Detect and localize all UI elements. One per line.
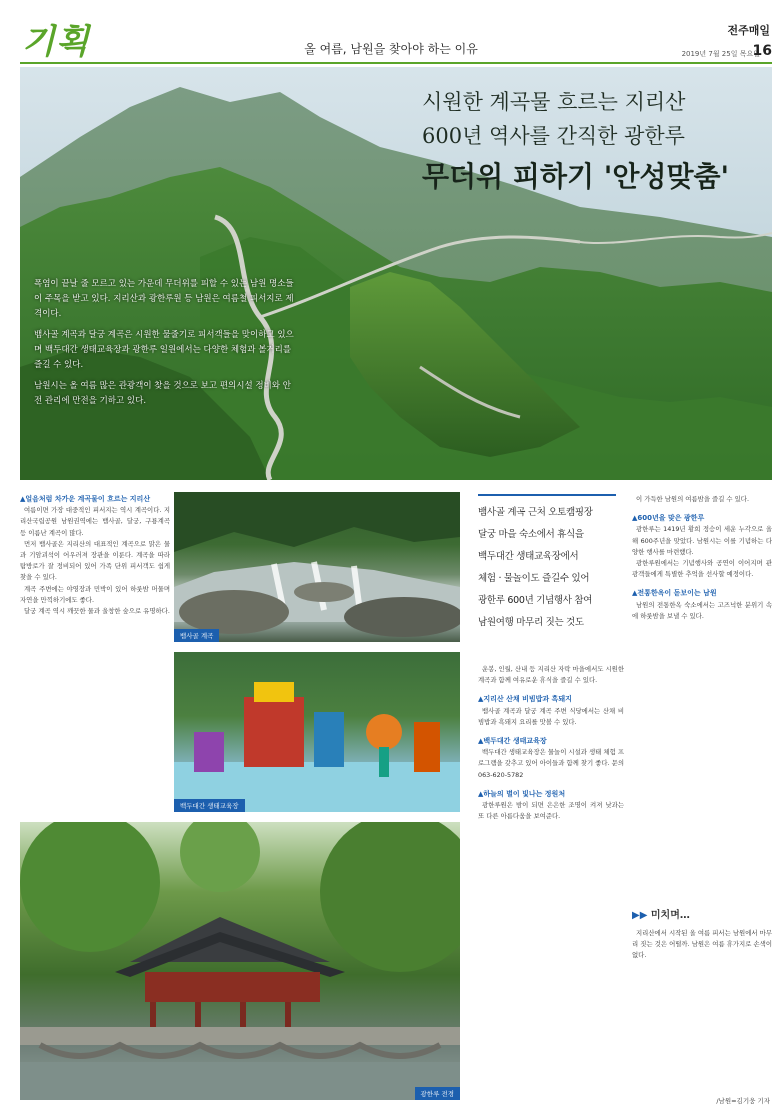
- article-column-4: [632, 494, 772, 902]
- article-paragraph: 백두대간 생태교육장은 물놀이 시설과 생태 체험 프로그램을 갖추고 있어 아이들과 함께 찾기 좋다. 문의 063-620-5782: [478, 748, 624, 779]
- closing-heading: [632, 906, 772, 921]
- article-paragraph: 광한루원은 밤이 되면 은은한 조명이 켜져 낮과는 또 다른 아름다움을 보여준다.: [478, 801, 624, 821]
- summary-line: 달궁 마을 숙소에서 휴식을: [478, 529, 584, 540]
- subheading-garden: ▲하늘의 별이 빛나는 정원처: [478, 789, 566, 798]
- article-paragraph: 여름이면 가장 대중적인 피서지는 역시 계곡이다. 지리산국립공원 남원권역에는 뱀사골, 달궁, 구룡계곡 등 이름난 계곡이 많다.: [20, 506, 170, 537]
- article-paragraph: 달궁 계곡 역시 깨끗한 물과 울창한 숲으로 유명하다.: [24, 607, 170, 616]
- hero-title: [422, 85, 752, 197]
- author-byline: /남원=김기웅 기자: [716, 1097, 770, 1105]
- page-header: [0, 0, 782, 68]
- paper-name: 전주매일: [727, 24, 770, 37]
- photo-caption: 뱀사골 계곡: [174, 629, 219, 642]
- article-paragraph: 운봉, 인월, 산내 등 지리산 자락 마을에서도 시원한 계곡과 함께 여유로운 휴식을 즐길 수 있다.: [478, 665, 624, 685]
- hero-photo: [20, 67, 772, 480]
- hero-caption-p3: 남원시는 올 여름 많은 관광객이 찾을 것으로 보고 편의시설 정비와 안전 관리에 만전을 기하고 있다.: [34, 381, 291, 406]
- paper-date: 2019년 7월 25일 목요일: [681, 50, 760, 58]
- subheading-jirisan: ▲얼음처럼 차가운 계곡물이 흐르는 지리산: [20, 495, 151, 503]
- photo-gwanghallu: [20, 822, 460, 1100]
- summary-box: [478, 494, 616, 659]
- photo-caption: 광한루 전경: [415, 1087, 460, 1100]
- page-headline: 올 여름, 남원을 찾아야 하는 이유: [304, 42, 478, 56]
- photo-eco-center: [174, 652, 460, 812]
- hero-title-line2: 600년 역사를 간직한 광한루: [422, 124, 685, 148]
- summary-line: 체험 · 물놀이도 즐길수 있어: [478, 573, 590, 584]
- article-paragraph: 먼저 뱀사골은 지리산의 대표적인 계곡으로 맑은 물과 기암괴석이 어우러져 장관을 이룬다. 계곡을 따라 탐방로가 잘 정비되어 있어 가족 단위 피서객도 쉽게 찾을 수 있다.: [20, 539, 170, 582]
- article-paragraph: 광한루원에서는 기념행사와 공연이 이어지며 관광객들에게 특별한 추억을 선사할 예정이다.: [632, 559, 772, 579]
- article-paragraph: 계곡 주변에는 야영장과 민박이 있어 하룻밤 머물며 자연을 만끽하기에도 좋다.: [20, 584, 170, 604]
- article-paragraph: 이 가득한 남원의 여름밤을 즐길 수 있다.: [636, 495, 749, 503]
- hero-caption-p2: 뱀사골 계곡과 달궁 계곡은 시원한 물줄기로 피서객들을 맞이하고 있으며 백두대간 생태교육장과 광한루 일원에서는 다양한 체험과 볼거리를 즐길 수 있다.: [34, 330, 294, 370]
- photo-valley: [174, 492, 460, 642]
- hero-caption: [34, 277, 296, 415]
- photo-caption: 백두대간 생태교육장: [174, 799, 245, 812]
- article-paragraph: 남원의 전통한옥 숙소에서는 고즈넉한 분위기 속에 하룻밤을 보낼 수 있다.: [632, 600, 772, 620]
- closing-heading-text: 미치며…: [650, 910, 690, 921]
- subheading-hanok: ▲전통한옥이 돋보이는 남원: [632, 589, 717, 598]
- summary-line: 광한루 600년 기념행사 참여: [478, 595, 593, 606]
- article-paragraph: 뱀사골 계곡과 달궁 계곡 주변 식당에서는 산채 비빔밥과 흑돼지 요리를 맛볼 수 있다.: [478, 706, 624, 726]
- page-number: 16: [752, 43, 772, 59]
- triangle-icon: ▶▶: [632, 910, 651, 921]
- subheading-gwanghallu: ▲600년을 맞은 광한루: [632, 514, 705, 523]
- hero-caption-p1: 폭염이 끝날 줄 모르고 있는 가운데 무더위를 피할 수 있는 남원 명소들이 주목을 받고 있다. 지리산과 광한루원 등 남원은 여름철 피서지로 제격이다.: [34, 279, 294, 319]
- waterfall-image: [174, 492, 460, 642]
- article-paragraph: 광한루는 1419년 황희 정승이 세운 누각으로 올해 600주년을 맞았다. 남원시는 이를 기념하는 다양한 행사를 마련했다.: [632, 525, 772, 556]
- summary-line: 뱀사골 계곡 근처 오토캠핑장: [478, 507, 593, 518]
- subheading-food: ▲지리산 산채 비빔밥과 흑돼지: [478, 695, 572, 704]
- section-mark: 기획: [22, 22, 90, 62]
- article-column-3: [478, 664, 624, 1100]
- header-rule: [20, 62, 772, 64]
- subheading-eco-center: ▲백두대간 생태교육장: [478, 737, 547, 746]
- article-paragraph: 지리산에서 시작된 올 여름 피서는 남원에서 마무리 짓는 것은 어떨까. 남원은 여름 휴가지로 손색이 없다.: [632, 929, 772, 960]
- article-column-4-closing: [632, 928, 772, 1094]
- water-park-image: [174, 652, 460, 812]
- summary-line: 백두대간 생태교육장에서: [478, 551, 579, 562]
- hero-title-line3: 무더위 피하기 '안성맞춤': [422, 160, 730, 193]
- summary-rule: [478, 494, 616, 496]
- pavilion-image: [20, 822, 460, 1100]
- article-column-1: [20, 494, 170, 829]
- summary-line: 남원여행 마무리 짓는 것도: [478, 617, 584, 628]
- hero-title-line1: 시원한 계곡물 흐르는 지리산: [422, 90, 686, 114]
